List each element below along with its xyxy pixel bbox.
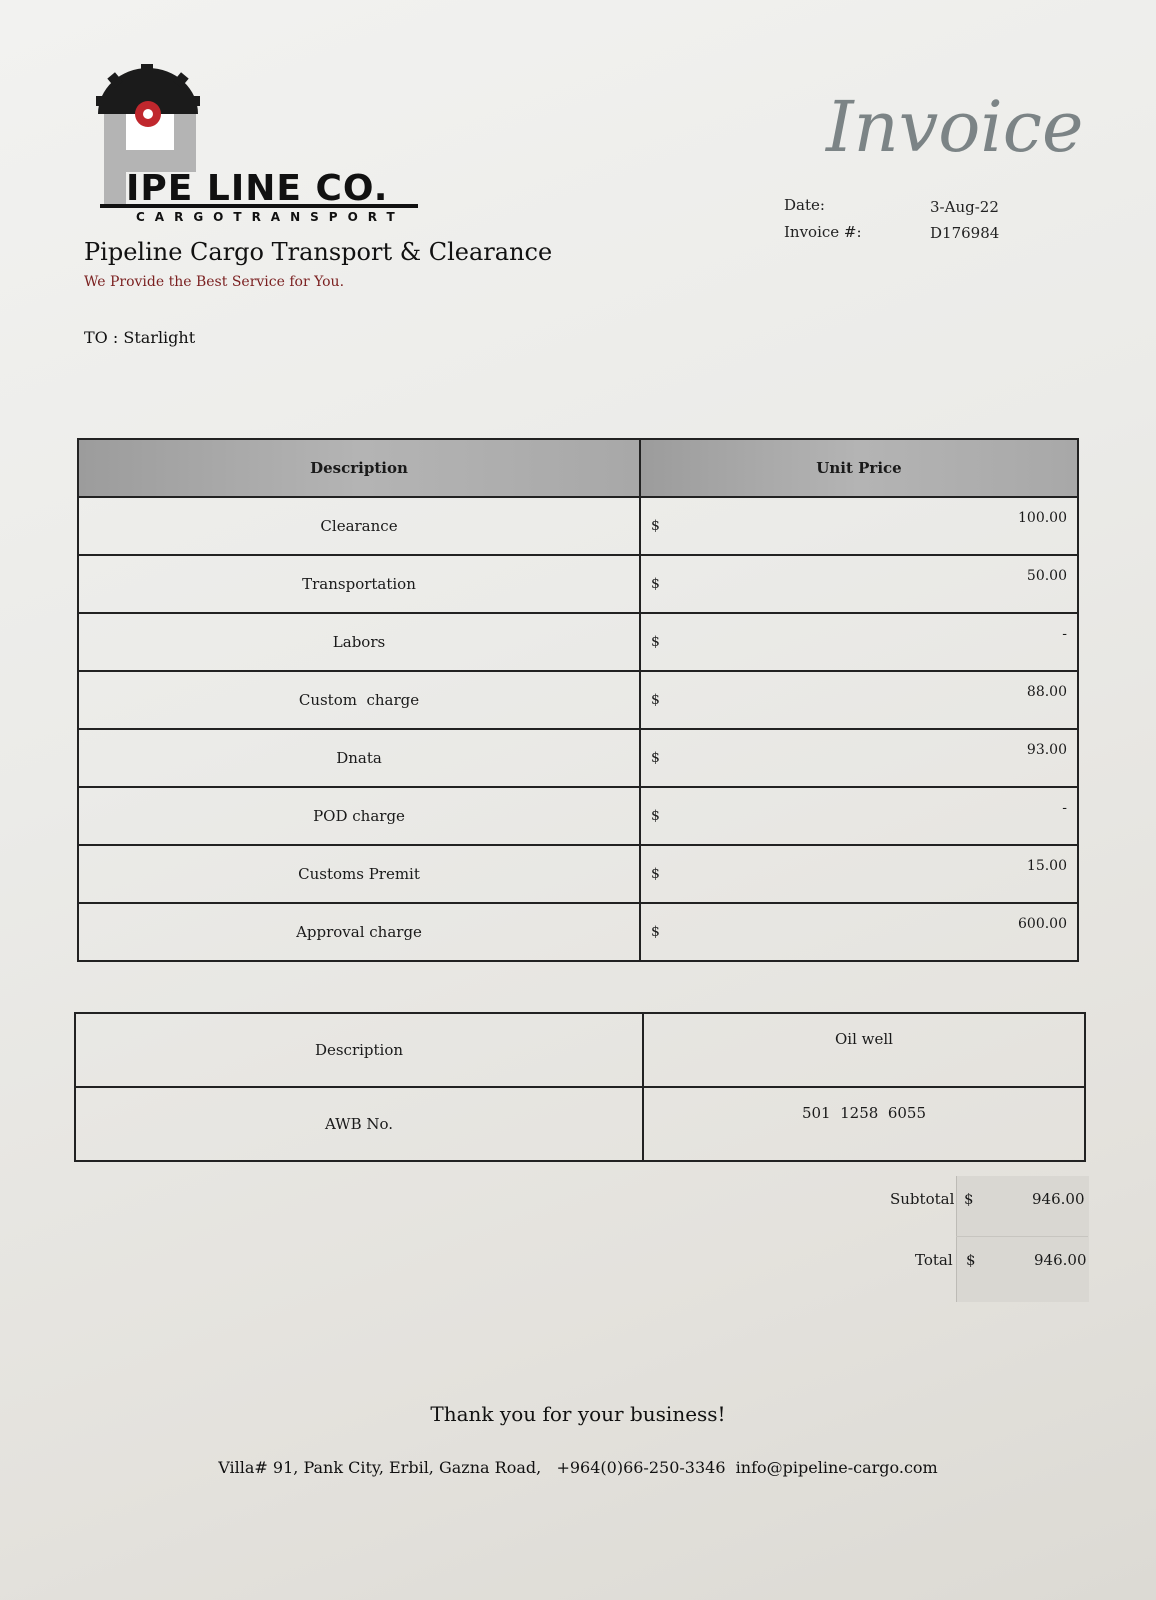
item-description: Clearance [78, 497, 640, 555]
recipient-value: Starlight [123, 328, 196, 347]
company-name: Pipeline Cargo Transport & Clearance [84, 238, 553, 266]
item-price [640, 613, 1078, 671]
shipment-description-value: Oil well [643, 1013, 1085, 1087]
shipment-table [74, 1012, 1086, 1162]
item-amount: 100.00 [1018, 510, 1067, 527]
subtotal-currency: $ [964, 1190, 974, 1208]
currency-symbol: $ [651, 924, 660, 940]
currency-symbol: $ [651, 692, 660, 708]
invoice-title: Invoice [826, 86, 1084, 168]
item-price [640, 903, 1078, 961]
table-row [78, 497, 1078, 555]
items-table-header [78, 439, 1078, 497]
shipment-description-label: Description [75, 1013, 643, 1087]
items-table [77, 438, 1079, 962]
subtotal-label: Subtotal [890, 1190, 955, 1208]
table-row [78, 671, 1078, 729]
currency-symbol: $ [651, 866, 660, 882]
table-row [78, 845, 1078, 903]
currency-symbol: $ [651, 518, 660, 534]
item-price [640, 555, 1078, 613]
currency-symbol: $ [651, 576, 660, 592]
date-value: 3-Aug-22 [930, 198, 999, 216]
totals-divider [956, 1236, 1088, 1237]
header-unit-price: Unit Price [640, 439, 1078, 497]
item-description: Custom charge [78, 671, 640, 729]
date-label: Date: [784, 196, 825, 214]
item-amount: 93.00 [1026, 742, 1067, 759]
item-amount: - [1062, 800, 1067, 817]
table-row [75, 1013, 1085, 1087]
table-row [78, 787, 1078, 845]
company-logo [96, 64, 426, 234]
recipient [84, 328, 195, 347]
thank-you-message: Thank you for your business! [430, 1402, 726, 1426]
invoice-number-label: Invoice #: [784, 223, 862, 241]
item-description: Approval charge [78, 903, 640, 961]
item-amount: 50.00 [1026, 568, 1067, 585]
item-price [640, 729, 1078, 787]
total-value: 946.00 [1034, 1251, 1087, 1269]
item-amount: 15.00 [1026, 858, 1067, 875]
total-currency: $ [966, 1251, 976, 1269]
total-label: Total [915, 1251, 953, 1269]
logo-name: IPE LINE CO. [126, 168, 389, 209]
subtotal-value: 946.00 [1032, 1190, 1085, 1208]
item-description: POD charge [78, 787, 640, 845]
item-description: Dnata [78, 729, 640, 787]
currency-symbol: $ [651, 634, 660, 650]
logo-subtext: CARGOTRANSPORT [136, 210, 405, 224]
item-price [640, 497, 1078, 555]
item-amount: 88.00 [1026, 684, 1067, 701]
awb-value: 501 1258 6055 [643, 1087, 1085, 1161]
awb-label: AWB No. [75, 1087, 643, 1161]
table-row [78, 555, 1078, 613]
table-row [75, 1087, 1085, 1161]
item-price [640, 845, 1078, 903]
item-amount: - [1062, 626, 1067, 643]
company-tagline: We Provide the Best Service for You. [84, 274, 345, 290]
item-description: Transportation [78, 555, 640, 613]
table-row [78, 729, 1078, 787]
currency-symbol: $ [651, 808, 660, 824]
recipient-label: TO : [84, 328, 119, 347]
currency-symbol: $ [651, 750, 660, 766]
table-row [78, 613, 1078, 671]
item-description: Labors [78, 613, 640, 671]
footer-contact: Villa# 91, Pank City, Erbil, Gazna Road, +964(0)66-250-3346 info@pipeline-cargo.com [218, 1458, 938, 1477]
invoice-number-value: D176984 [930, 224, 1000, 242]
header-description: Description [78, 439, 640, 497]
item-amount: 600.00 [1018, 916, 1067, 933]
table-row [78, 903, 1078, 961]
item-price [640, 671, 1078, 729]
item-description: Customs Premit [78, 845, 640, 903]
item-price [640, 787, 1078, 845]
